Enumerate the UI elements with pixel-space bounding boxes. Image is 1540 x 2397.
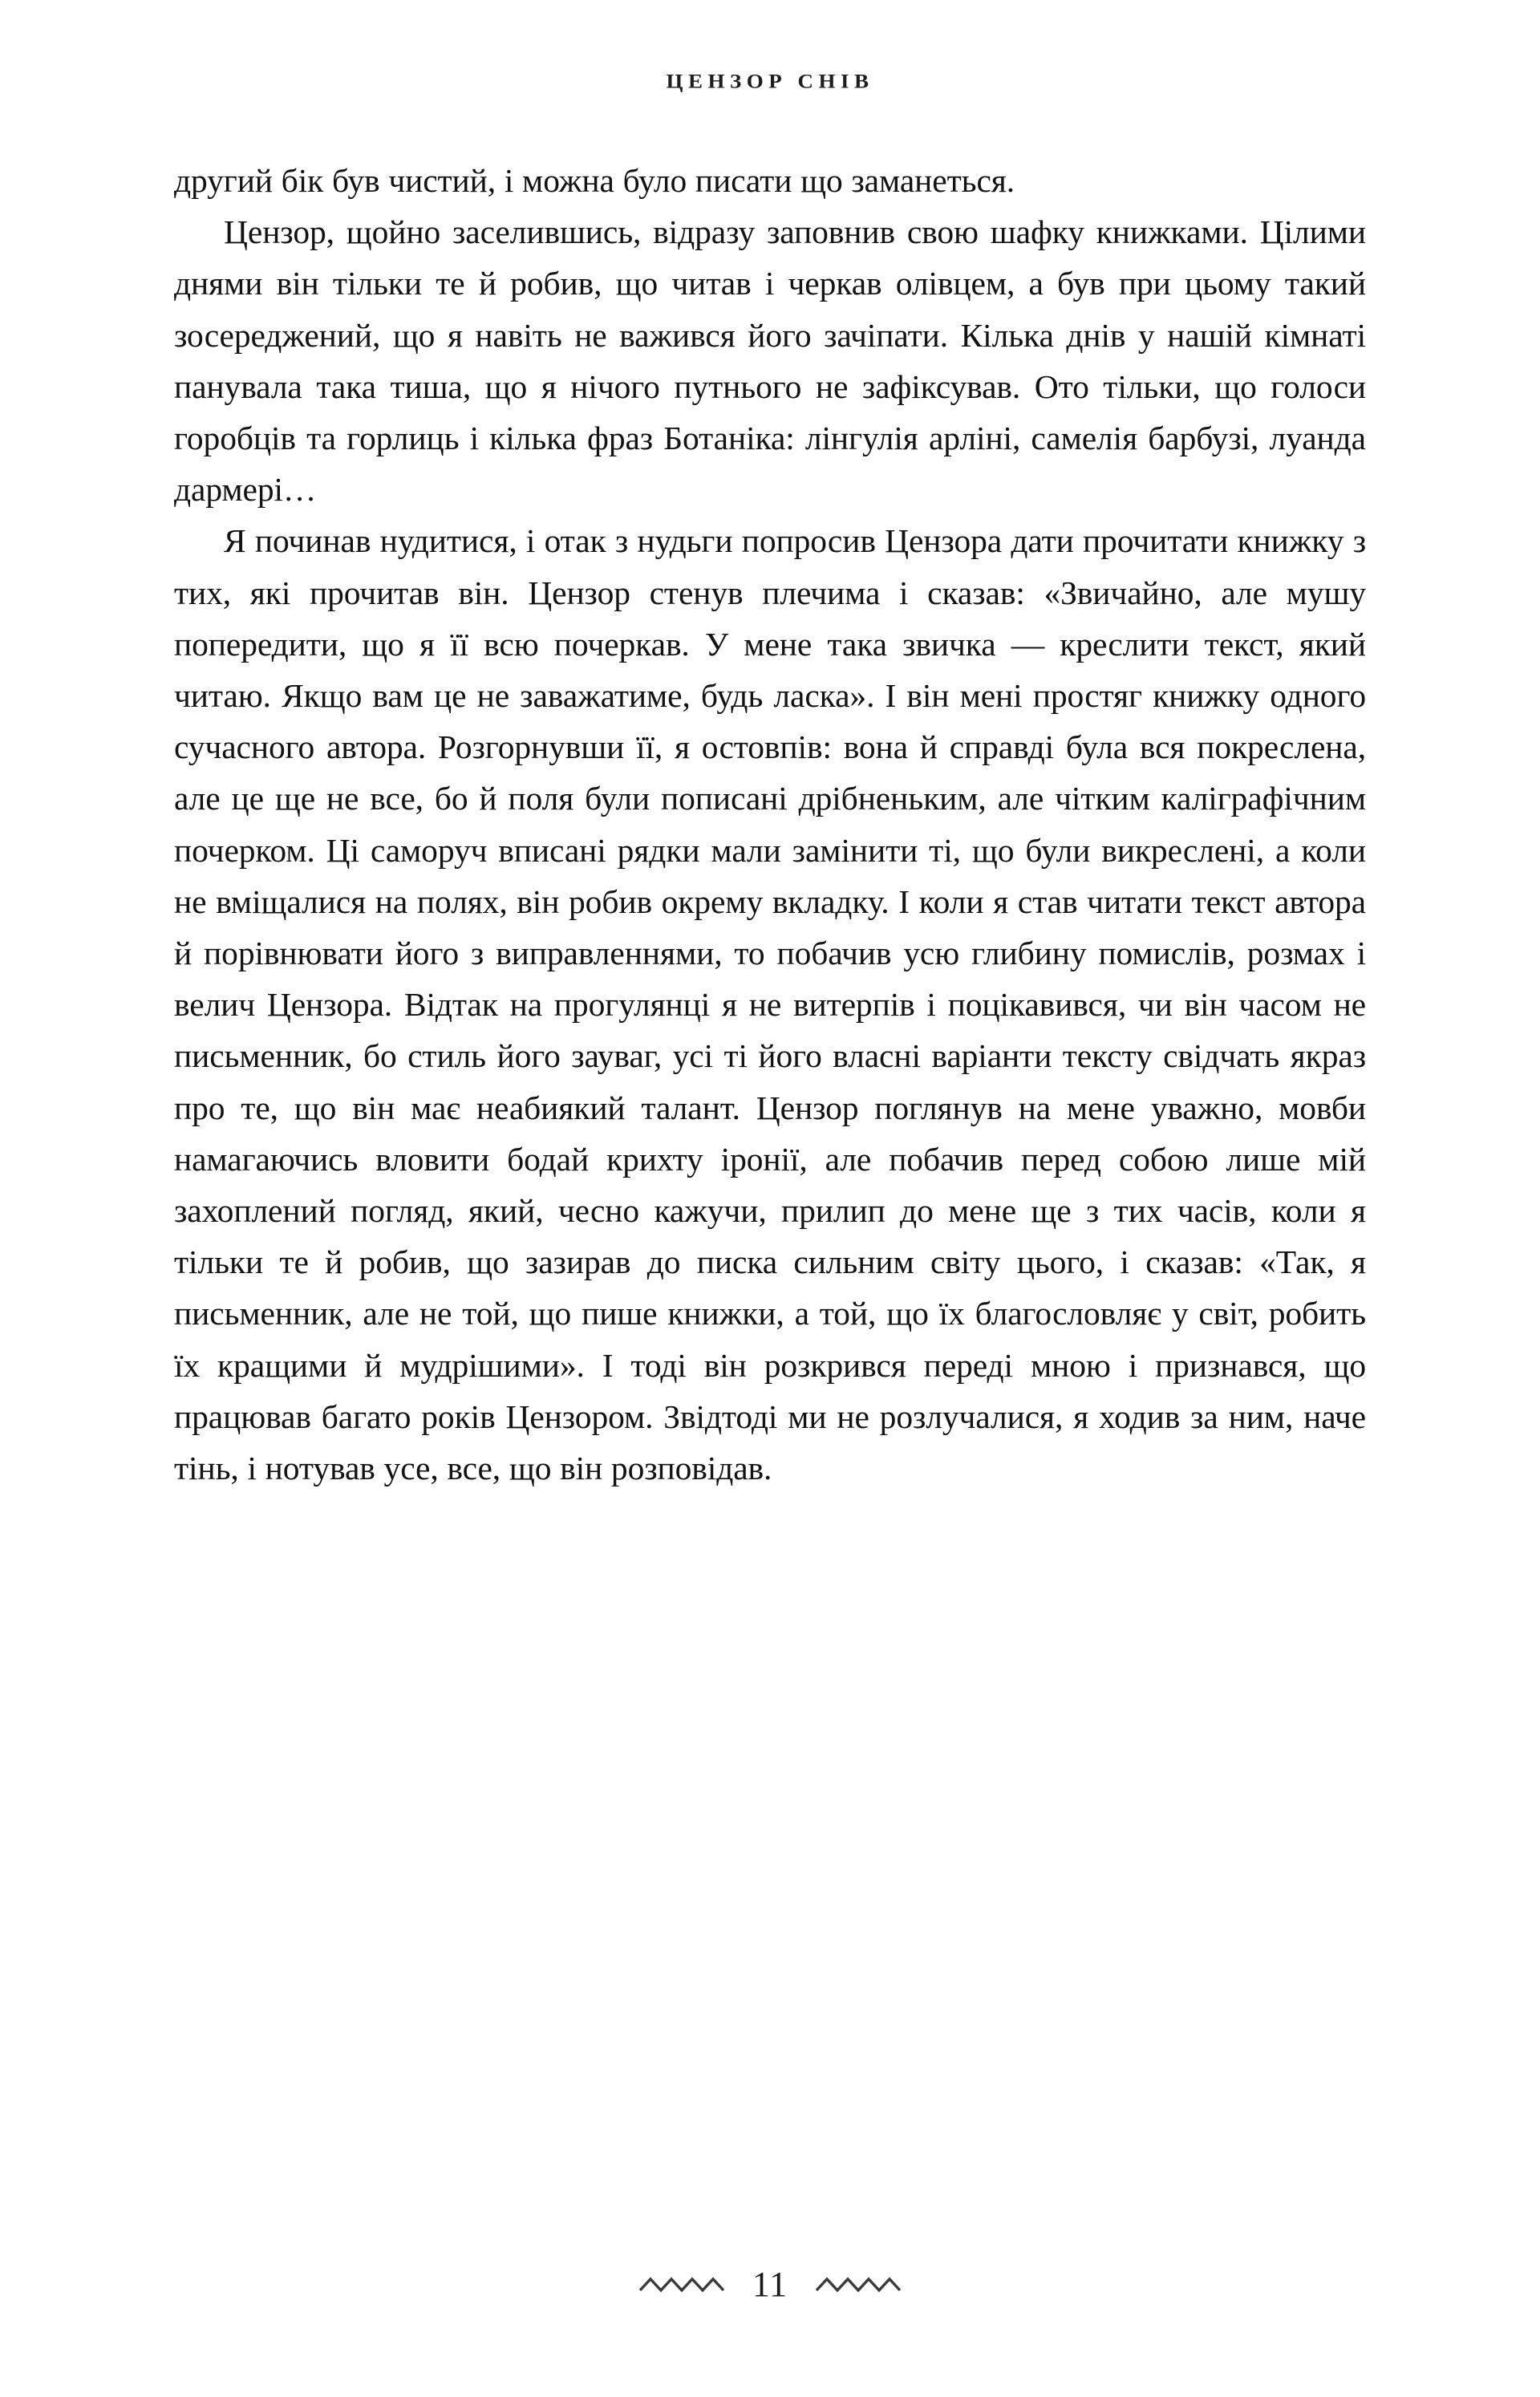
paragraph-1: другий бік був чистий, і можна було писати що заманеться. [174,162,1015,199]
paragraph-3: Я починав нудитися, і отак з нудьги попросив Цензора дати прочитати книжку з тих, які прочитав він. Цензор стенув плечима і сказав: «Звичайно, але мушу попередити, що я її всю почеркав. У мене така звичка — креслити текст, який читаю. Якщо вам це не заважатиме, будь ласка». І він мені простяг книжку одного сучасного автора. Розгорнувши її, я остовпів: вона й справді була вся покреслена, але це ще не все, бо й поля були пописані дрібненьким, але чітким каліграфічним почерком. Ці саморуч вписані рядки мали замінити ті, що були викреслені, а коли не вміщалися на полях, він робив окрему вкладку. І коли я став читати текст автора й порівнювати його з виправленнями, то побачив усю глибину помислів, розмах і велич Цензора. Відтак на прогулянці я не витерпів і поцікавився, чи він часом не письменник, бо стиль його зауваг, усі ті його власні варіанти тексту свідчать якраз про те, що він має неабиякий талант. Цензор поглянув на мене уважно, мовби намагаючись вловити бодай крихту іронії, але побачив перед собою лише мій захоплений погляд, який, чесно кажучи, прилип до мене ще з тих часів, коли я тільки те й робив, що зазирав до писка сильним світу цього, і сказав: «Так, я письменник, але не той, що пише книжки, а той, що їх благословляє у світ, робить їх кращими й мудрішими». І тоді він розкрився переді мною і признався, що працював багато років Цензором. Звідтоді ми не розлучалися, я ходив за ним, наче тінь, і нотував усе, все, що він розповідав. [174,522,1366,1487]
zigzag-ornament-left-icon [638,2274,725,2295]
paragraph-2: Цензор, щойно заселившись, відразу заповнив свою шафку книжками. Цілими днями він тільки те й робив, що читав і черкав олівцем, а був при цьому такий зосереджений, що я навіть не важився його зачіпати. Кілька днів у нашій кімнаті панувала така тиша, що я нічого путнього не зафіксував. Ото тільки, що голоси горобців та горлиць і кілька фраз Ботаніка: лінгулія арліні, самелія барбузі, луанда дармері… [174,213,1366,509]
running-head-text: ЦЕНЗОР СНІВ [666,70,874,92]
running-head [0,69,1540,94]
page-footer [0,2267,1540,2302]
zigzag-ornament-right-icon [815,2274,902,2295]
page-number: 11 [752,2265,788,2304]
body-text-block [174,94,1366,1494]
